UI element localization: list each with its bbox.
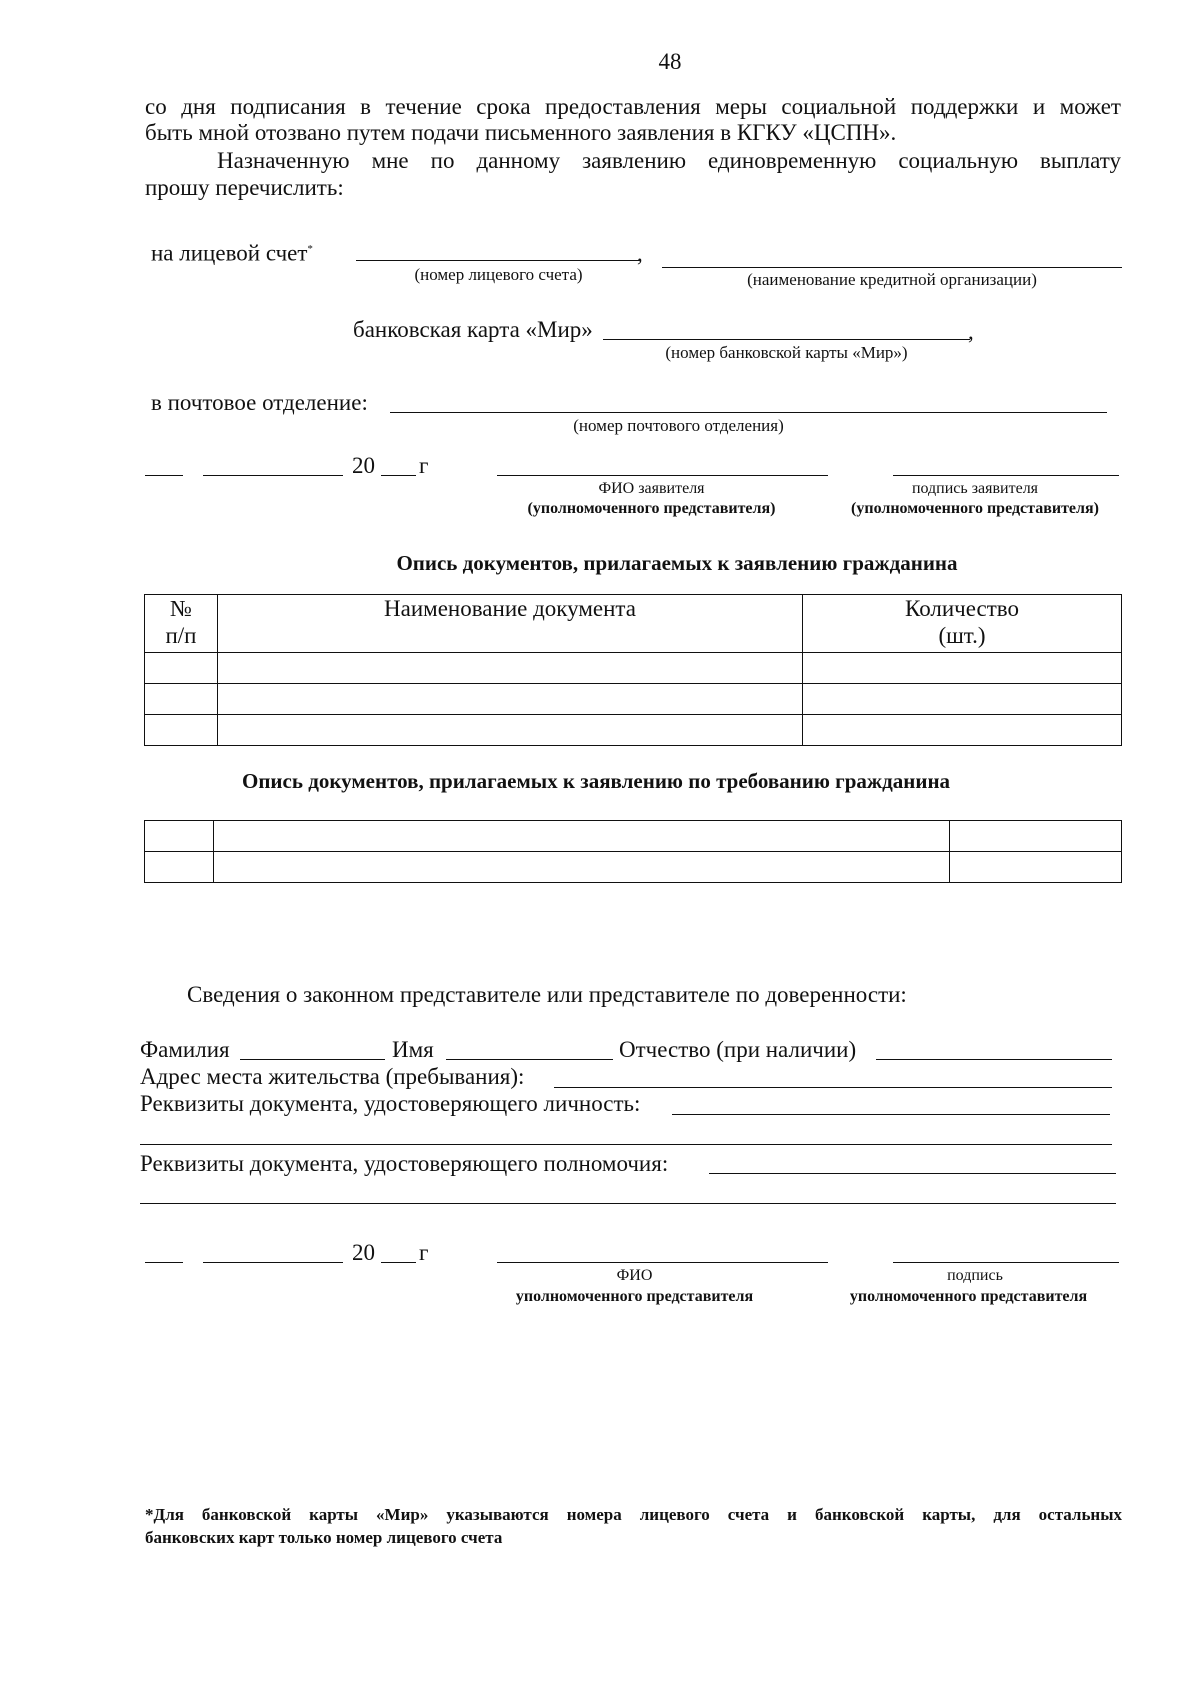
col-header-number: [145, 595, 218, 653]
account-number-caption: (номер лицевого счета): [414, 265, 583, 284]
table-cell[interactable]: [145, 852, 214, 883]
account-label: [151, 236, 313, 267]
table-cell[interactable]: [950, 821, 1122, 852]
name-label: Имя: [392, 1037, 434, 1062]
intro-line-1: со дня подписания в течение срока предоставления меры социальной поддержки и может: [145, 94, 1121, 119]
table-row: [145, 684, 1122, 715]
bank-name-caption: (наименование кредитной организации): [747, 270, 1037, 289]
table-row: [145, 653, 1122, 684]
page-number: 48: [658, 49, 682, 74]
table-cell[interactable]: [218, 653, 803, 684]
documents-table: [144, 594, 1122, 746]
intro-line-3: Назначенную мне по данному заявлению единовременную социальную выплату: [217, 148, 1121, 173]
col-header-quantity-1: Количество: [905, 596, 1019, 621]
table-cell[interactable]: [950, 852, 1122, 883]
col-header-quantity: [803, 595, 1122, 653]
table-cell[interactable]: [803, 715, 1122, 746]
post-office-caption: (номер почтового отделения): [573, 416, 784, 435]
table-row: [145, 715, 1122, 746]
table-cell[interactable]: [214, 821, 950, 852]
table-cell[interactable]: [145, 684, 218, 715]
table-cell[interactable]: [214, 852, 950, 883]
power-document-label: Реквизиты документа, удостоверяющего полномочия:: [140, 1151, 669, 1176]
sign1-year-prefix: 20: [352, 453, 375, 478]
col-header-number-2: п/п: [165, 623, 197, 648]
bank-name-field[interactable]: [662, 267, 1122, 268]
id-document-label: Реквизиты документа, удостоверяющего личность:: [140, 1091, 641, 1116]
table1-title: Опись документов, прилагаемых к заявлению гражданина: [396, 551, 958, 575]
sign2-fio-field[interactable]: [497, 1262, 828, 1263]
table-cell[interactable]: [145, 653, 218, 684]
sign2-signature-field[interactable]: [893, 1262, 1119, 1263]
table-cell[interactable]: [803, 653, 1122, 684]
sign2-fio-caption-2: уполномоченного представителя: [515, 1288, 754, 1305]
patronymic-field[interactable]: [876, 1059, 1112, 1060]
post-office-field[interactable]: [390, 412, 1107, 413]
card-comma: ,: [968, 319, 974, 344]
sign1-signature-field[interactable]: [893, 475, 1119, 476]
account-number-field[interactable]: [356, 260, 641, 261]
account-label-text: на лицевой счет: [151, 240, 308, 266]
card-number-caption: (номер банковской карты «Мир»): [665, 343, 908, 362]
sign1-day-field[interactable]: [145, 475, 183, 476]
id-document-field[interactable]: [672, 1114, 1110, 1115]
id-document-field-2[interactable]: [140, 1144, 1112, 1145]
sign2-year-suffix: г: [419, 1240, 429, 1265]
sign1-signature-caption-2: (уполномоченного представителя): [851, 500, 1099, 517]
table-cell[interactable]: [145, 821, 214, 852]
sign1-fio-field[interactable]: [497, 475, 828, 476]
address-field[interactable]: [554, 1087, 1112, 1088]
sign1-signature-caption: подпись заявителя: [911, 480, 1039, 497]
table-cell[interactable]: [218, 715, 803, 746]
sign1-year-field[interactable]: [381, 475, 416, 476]
sign2-signature-caption-2: уполномоченного представителя: [849, 1288, 1088, 1305]
surname-label: Фамилия: [140, 1037, 230, 1062]
sign2-day-field[interactable]: [145, 1262, 183, 1263]
card-label: банковская карта «Мир»: [353, 317, 593, 342]
sign2-fio-caption: ФИО: [616, 1267, 653, 1284]
card-number-field[interactable]: [603, 339, 970, 340]
sign2-year-field[interactable]: [381, 1262, 416, 1263]
surname-field[interactable]: [240, 1059, 385, 1060]
col-header-name-text: Наименование документа: [384, 596, 636, 621]
col-header-quantity-2: (шт.): [938, 623, 986, 648]
requested-documents-table: [144, 820, 1122, 883]
address-label: Адрес места жительства (пребывания):: [140, 1064, 525, 1089]
sign1-fio-caption: ФИО заявителя: [598, 480, 705, 497]
post-office-label: в почтовое отделение:: [151, 390, 368, 415]
intro-line-4: прошу перечислить:: [145, 175, 344, 200]
name-field[interactable]: [446, 1059, 613, 1060]
table-cell[interactable]: [145, 715, 218, 746]
sign1-fio-caption-2: (уполномоченного представителя): [527, 500, 776, 517]
table2-title: Опись документов, прилагаемых к заявлению по требованию гражданина: [242, 769, 951, 793]
account-footnote-mark: *: [307, 243, 313, 255]
footnote-line-2: банковских карт только номер лицевого счета: [145, 1528, 503, 1547]
table-row: [145, 821, 1122, 852]
col-header-number-1: №: [170, 596, 192, 621]
power-document-field[interactable]: [709, 1173, 1116, 1174]
patronymic-label: Отчество (при наличии): [619, 1037, 857, 1062]
intro-line-2: быть мной отозвано путем подачи письменного заявления в КГКУ «ЦСПН».: [145, 120, 897, 145]
sign2-signature-caption: подпись: [947, 1267, 1003, 1284]
table-header-row: [145, 595, 1122, 653]
table-cell[interactable]: [218, 684, 803, 715]
sign2-month-field[interactable]: [203, 1262, 343, 1263]
power-document-field-2[interactable]: [140, 1203, 1116, 1204]
sign2-year-prefix: 20: [352, 1240, 375, 1265]
table-row: [145, 852, 1122, 883]
sign1-month-field[interactable]: [203, 475, 343, 476]
table-cell[interactable]: [803, 684, 1122, 715]
sign1-year-suffix: г: [419, 453, 429, 478]
footnote-line-1: *Для банковской карты «Мир» указываются номера лицевого счета и банковской карты, для остальных: [145, 1505, 1122, 1524]
representative-heading: Сведения о законном представителе или представителе по доверенности:: [187, 982, 907, 1007]
col-header-name: [218, 595, 803, 653]
account-comma: ,: [637, 241, 643, 266]
